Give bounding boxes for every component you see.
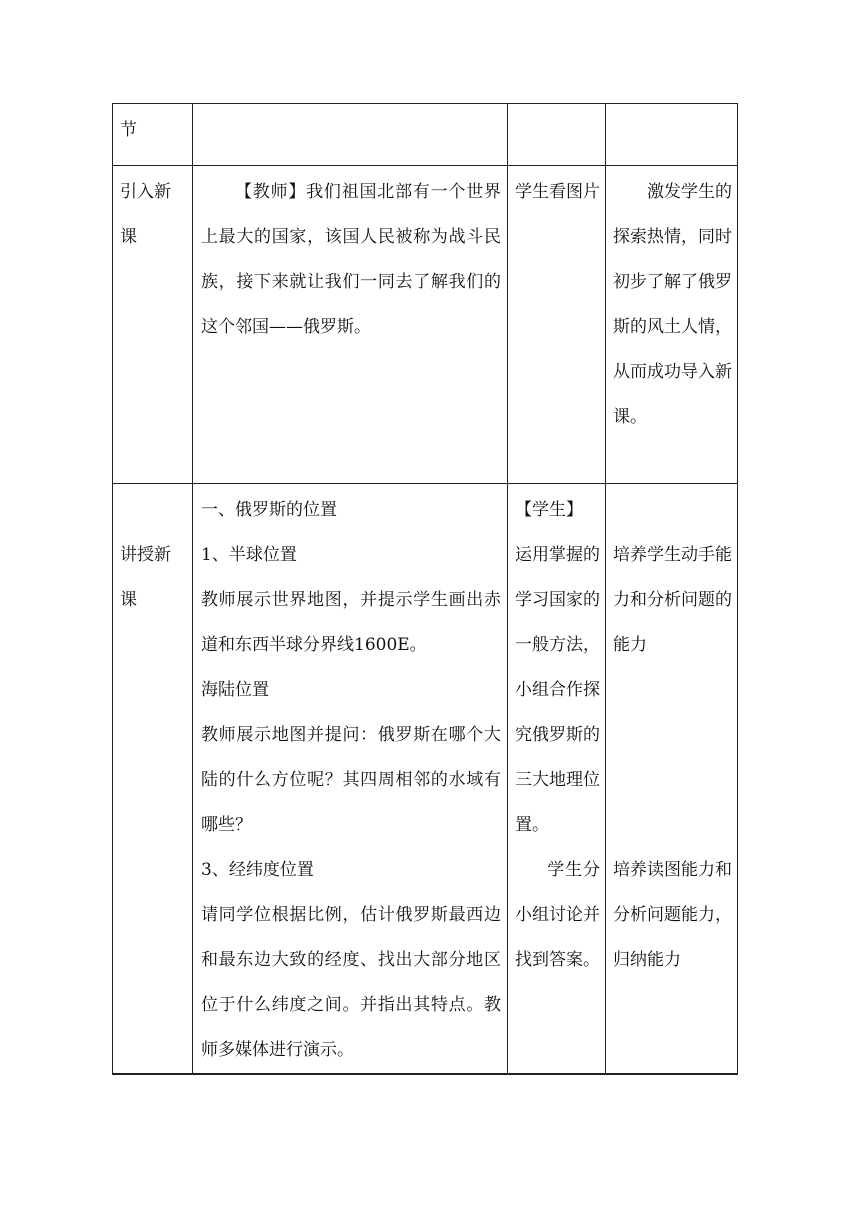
subsection-heading: 海陆位置 bbox=[201, 680, 269, 700]
student-activity-cell bbox=[508, 484, 606, 1075]
student-label: 【学生】 bbox=[515, 500, 583, 520]
teacher-paragraph: 教师展示地图并提问：俄罗斯在哪个大陆的什么方位呢？其四周相邻的水域有哪些？ bbox=[201, 725, 501, 835]
stage-label: 引入新课 bbox=[120, 182, 171, 247]
stage-cell bbox=[113, 484, 193, 1075]
subsection-heading: 3、经纬度位置 bbox=[201, 860, 314, 880]
design-purpose-cell bbox=[606, 166, 738, 484]
teacher-paragraph: 教师展示世界地图，并提示学生画出赤道和东西半球分界线1600E。 bbox=[201, 590, 501, 655]
student-paragraph: 运用掌握的学习国家的一般方法，小组合作探究俄罗斯的三大地理位置。 bbox=[515, 545, 600, 835]
student-activity-cell bbox=[508, 104, 606, 166]
teacher-activity-cell bbox=[193, 166, 508, 484]
section-heading: 一、俄罗斯的位置 bbox=[201, 500, 337, 520]
stage-cell bbox=[113, 166, 193, 484]
design-purpose-cell bbox=[606, 484, 738, 1075]
table-row bbox=[113, 484, 738, 1075]
table-row bbox=[113, 166, 738, 484]
purpose-paragraph: 培养读图能力和分析问题能力，归纳能力 bbox=[613, 860, 732, 970]
teacher-paragraph: 【教师】我们祖国北部有一个世界上最大的国家，该国人民被称为战斗民族，接下来就让我们一同去了解我们的这个邻国——俄罗斯。 bbox=[201, 182, 501, 337]
teacher-activity-cell bbox=[193, 484, 508, 1075]
student-paragraph: 学生看图片 bbox=[515, 182, 600, 202]
purpose-paragraph: 激发学生的探索热情，同时初步了解了俄罗斯的风土人情，从而成功导入新课。 bbox=[613, 182, 732, 427]
teacher-paragraph: 请同学位根据比例，估计俄罗斯最西边和最东边大致的经度、找出大部分地区位于什么纬度之间。并指出其特点。教师多媒体进行演示。 bbox=[201, 905, 501, 1060]
table-row bbox=[113, 104, 738, 166]
subsection-heading: 1、半球位置 bbox=[201, 545, 297, 565]
teacher-activity-cell bbox=[193, 104, 508, 166]
stage-cell: 节 bbox=[113, 104, 193, 166]
lesson-plan-table bbox=[112, 103, 738, 1075]
design-purpose-cell bbox=[606, 104, 738, 166]
stage-label: 讲授新课 bbox=[120, 545, 171, 610]
student-activity-cell bbox=[508, 166, 606, 484]
purpose-paragraph: 培养学生动手能力和分析问题的能力 bbox=[613, 545, 732, 655]
student-paragraph: 学生分小组讨论并找到答案。 bbox=[515, 860, 600, 970]
